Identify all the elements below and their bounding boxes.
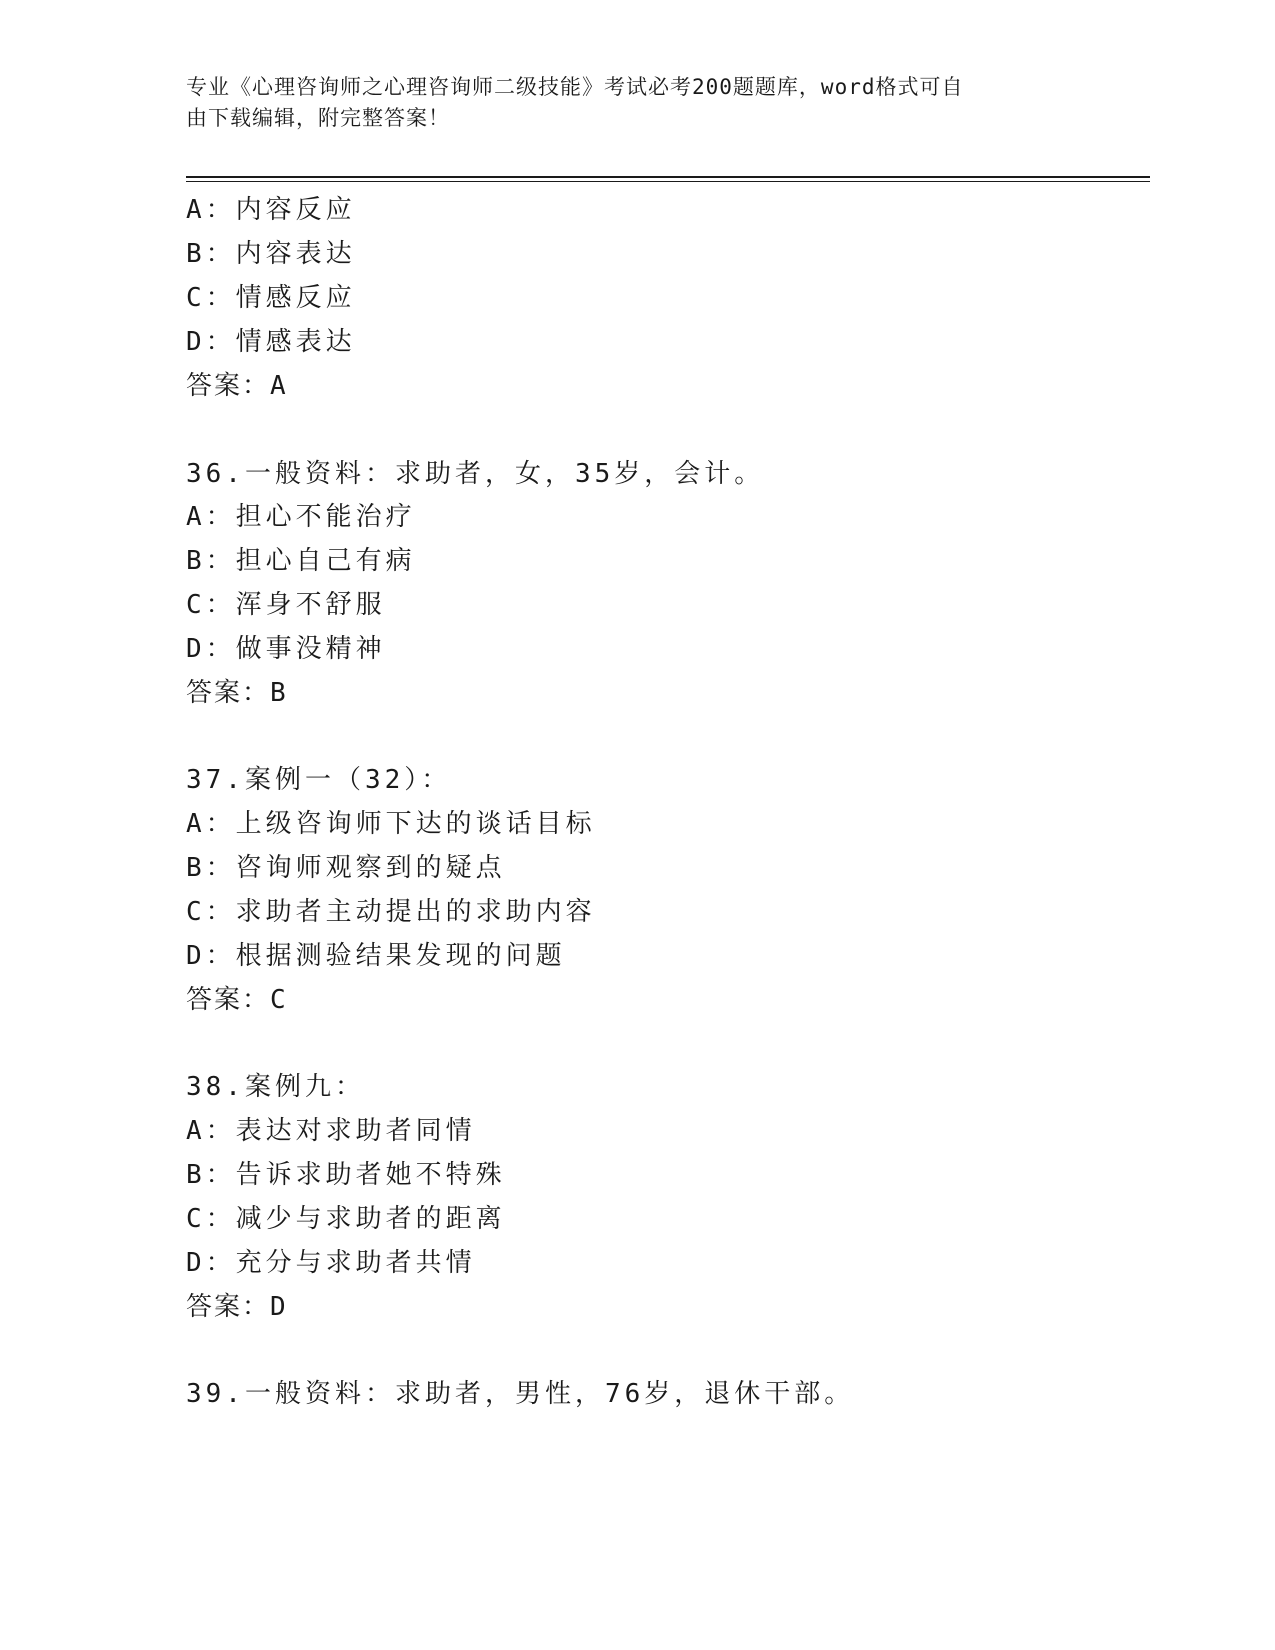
option-a: A：内容反应: [186, 195, 356, 225]
option-c: C：求助者主动提出的求助内容: [186, 897, 596, 927]
option-b: B：咨询师观察到的疑点: [186, 853, 506, 883]
header-line-2: 由下载编辑，附完整答案！: [186, 106, 450, 130]
question-stem: 36.一般资料：求助者，女，35岁，会计。: [186, 459, 765, 489]
option-c: C：浑身不舒服: [186, 590, 386, 620]
option-b: B：担心自己有病: [186, 546, 416, 576]
answer-line: 答案：C: [186, 985, 288, 1015]
option-d: D：根据测验结果发现的问题: [186, 941, 566, 971]
header-rule-thin: [186, 181, 1150, 182]
option-c: C：情感反应: [186, 283, 356, 313]
option-a: A：担心不能治疗: [186, 502, 416, 532]
option-d: D：做事没精神: [186, 634, 386, 664]
question-stem: 37.案例一（32）：: [186, 765, 452, 795]
option-b: B：内容表达: [186, 239, 356, 269]
header-line-1: 专业《心理咨询师之心理咨询师二级技能》考试必考200题题库，word格式可自: [186, 75, 964, 99]
option-a: A：表达对求助者同情: [186, 1116, 476, 1146]
answer-line: 答案：D: [186, 1292, 288, 1322]
answer-line: 答案：A: [186, 371, 288, 401]
document-header: [186, 72, 1066, 134]
option-c: C：减少与求助者的距离: [186, 1204, 506, 1234]
option-a: A：上级咨询师下达的谈话目标: [186, 809, 596, 839]
option-d: D：情感表达: [186, 327, 356, 357]
question-stem: 39.一般资料：求助者，男性，76岁，退休干部。: [186, 1379, 855, 1409]
answer-line: 答案：B: [186, 678, 288, 708]
option-b: B：告诉求助者她不特殊: [186, 1160, 506, 1190]
question-stem: 38.案例九：: [186, 1072, 365, 1102]
option-d: D：充分与求助者共情: [186, 1248, 476, 1278]
header-rule-thick: [186, 176, 1150, 178]
